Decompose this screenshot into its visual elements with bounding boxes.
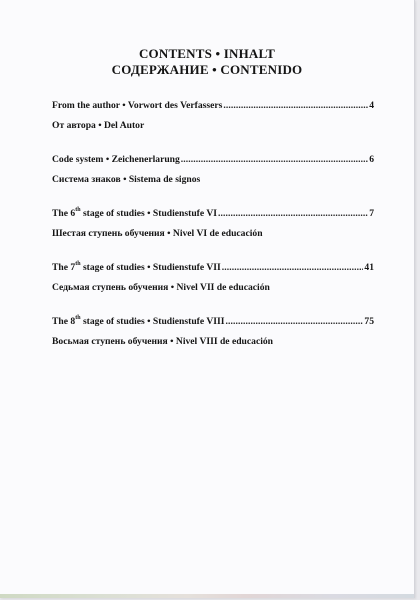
toc-entry-from-author[interactable] (52, 100, 374, 132)
toc-entry-subtitle: От автора • Del Autor (52, 120, 145, 131)
toc-entry-stage-6[interactable] (52, 208, 374, 240)
toc-entry-subtitle: Восьмая ступень обучения • Nivel VIII de educación (52, 336, 274, 347)
toc-entry-title: The 6th stage of studies • Studienstufe VI (52, 206, 217, 219)
contents-heading-line1: CONTENTS • INHALT (138, 46, 276, 61)
toc-page-number: 4 (369, 100, 374, 111)
toc-entry-subtitle: Система знаков • Sistema de signos (52, 174, 201, 185)
toc-entry-subtitle: Шестая ступень обучения • Nivel VI de educación (52, 228, 263, 239)
toc-entry-line (52, 262, 374, 274)
toc-page-number: 7 (369, 208, 374, 219)
leader-dots (222, 262, 364, 274)
page-bottom-edge (0, 594, 414, 598)
leader-dots (223, 100, 368, 112)
leader-dots (225, 316, 363, 328)
toc-page-number: 75 (364, 316, 374, 327)
toc-entry-code-system[interactable] (52, 154, 374, 186)
toc-entry-title: Code system • Zeichenerlarung (52, 154, 180, 165)
toc-entry-line (52, 208, 374, 220)
contents-heading-line2: СОДЕРЖАНИЕ • CONTENIDO (111, 62, 303, 77)
toc-page-number: 41 (364, 262, 374, 273)
toc-entry-line (52, 316, 374, 328)
toc-entry-stage-8[interactable] (52, 316, 374, 348)
toc-entry-line (52, 100, 374, 112)
leader-dots (181, 154, 368, 166)
toc-entry-stage-7[interactable] (52, 262, 374, 294)
toc-entry-title: The 7th stage of studies • Studienstufe VII (52, 260, 221, 273)
toc-entry-subtitle: Седьмая ступень обучения • Nivel VII de educación (52, 282, 270, 293)
leader-dots (218, 208, 368, 220)
toc-entry-title: From the author • Vorwort des Verfassers (52, 100, 223, 111)
table-of-contents (52, 100, 374, 370)
toc-entry-title: The 8th stage of studies • Studienstufe VIII (52, 314, 225, 327)
toc-page-number: 6 (369, 154, 374, 165)
toc-entry-line (52, 154, 374, 166)
